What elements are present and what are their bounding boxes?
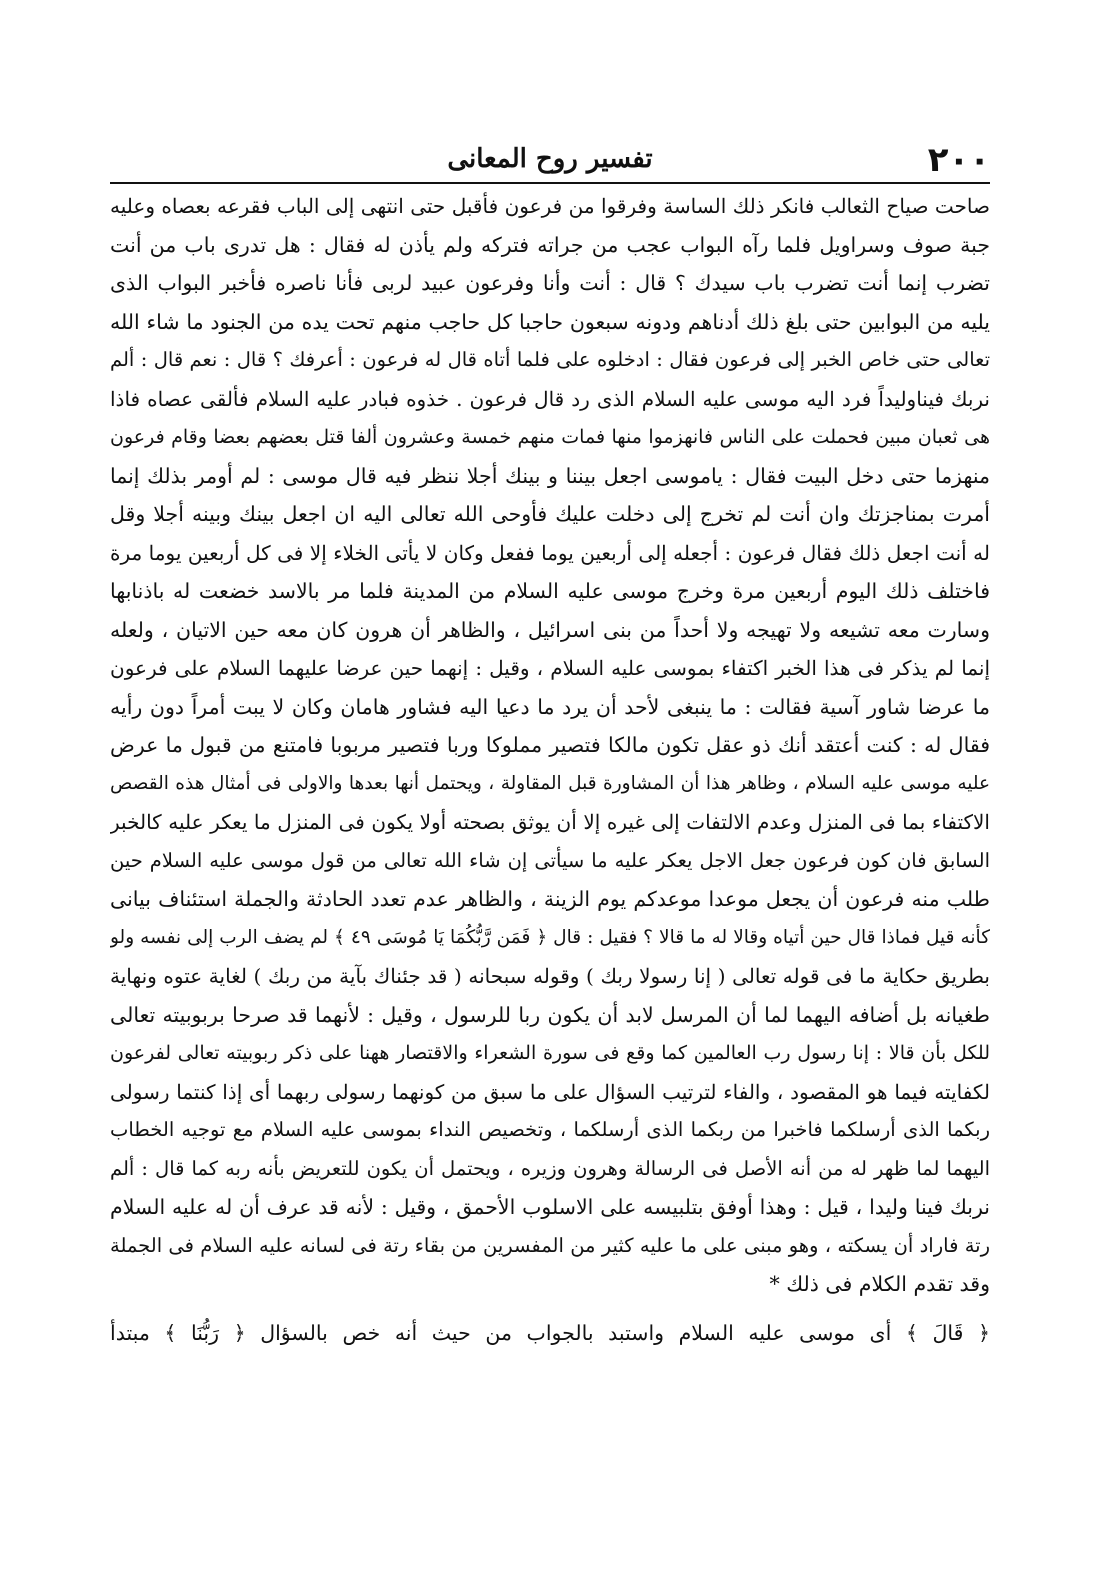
text-line: لكفايته فيما هو المقصود ، والفاء لترتيب السؤال على ما سبق من كونهما رسولى ربهما أى إذا كنتما رسولى xyxy=(110,1079,990,1104)
running-title: تفسير روح المعانى xyxy=(447,144,653,174)
text-line: السابق فان كون فرعون جعل الاجل يعكر عليه ما سيأتى إن شاء الله تعالى من قول موسى عليه السلام حين xyxy=(110,848,990,872)
text-line: جبة صوف وسراويل فلما رآه البواب عجب من جراته فتركه ولم يأذن له فقال : هل تدرى باب من أنت xyxy=(110,232,990,257)
text-line: كأنه قيل فماذا قال حين أتياه وقالا له ما قالا ؟ فقيل : قال ﴿ فَمَن رَّبُّكُمَا يَا مُوسَى ٤٩ ﴾ لم يضف الرب إلى نفسه ولو xyxy=(110,926,990,948)
text-line: فقال له : كنت أعتقد أنك ذو عقل تكون مالكا فتصير مملوكا وربا فتصير مربوبا فامتنع من قبول ما عرض xyxy=(110,733,990,757)
text-line: وسارت معه تشيعه ولا تهيجه ولا أحداً من بنى اسرائيل ، والظاهر أن هرون كان معه حين الاتيان ، ولعله xyxy=(110,617,990,642)
text-line: ربكما الذى أرسلكما فاخبرا من ربكما الذى أرسلكما ، وتخصيص النداء بموسى عليه السلام مع توجيه الخطاب xyxy=(110,1118,990,1141)
header-rule xyxy=(110,182,990,184)
text-line: أمرت بمناجزتك وان أنت لم تخرج إلى دخلت عليك فأوحى الله تعالى اليه ان اجعل بينك وبينه أجلا وقل xyxy=(110,502,990,526)
text-line: طلب منه فرعون أن يجعل موعدا موعدكم يوم الزينة ، والظاهر عدم تعدد الحادثة والجملة استئناف بيانى xyxy=(110,887,990,911)
text-line: تضرب إنما أنت تضرب باب سيدك ؟ قال : أنت وأنا وفرعون عبيد لربى فأنا ناصره فأخبر البواب الذى xyxy=(110,271,990,295)
text-line: وقد تقدم الكلام فى ذلك * xyxy=(769,1272,990,1296)
text-line: طغيانه بل أضافه اليهما لما أن المرسل لابد أن يكون ربا للرسول ، وقيل : لأنهما قد صرحا بربوبيته تعالى xyxy=(110,1002,990,1027)
text-line: إنما لم يذكر فى هذا الخبر اكتفاء بموسى عليه السلام ، وقيل : إنهما حين عرضا عليهما السلام على فرعون xyxy=(110,656,990,680)
text-line: نربك فينا وليدا ، قيل : وهذا أوفق بتلبيسه على الاسلوب الأحمق ، وقيل : لأنه قد عرف أن له عليه السلام xyxy=(110,1195,990,1219)
text-line: يليه من البوابين حتى بلغ ذلك أدناهم ودونه سبعون حاجبا كل حاجب منهم تحت يده من الجنود ما شاء الله xyxy=(110,309,990,334)
text-line: نربك فيناوليداً فرد اليه موسى عليه السلام الذى رد قال فرعون . خذوه فبادر عليه السلام فألقى عصاه فاذا xyxy=(110,386,990,411)
paragraph-gap xyxy=(110,1304,990,1314)
text-line: ﴿ قَالَ ﴾ أى موسى عليه السلام واستبد بالجواب من حيث أنه خص بالسؤال ﴿ رَبُّنَا ﴾ مبتدأ xyxy=(110,1320,990,1345)
text-line: له أنت اجعل ذلك فقال فرعون : أجعله إلى أربعين يوما ففعل وكان لا يأتى الخلاء إلا فى كل أربعين يوما مرة xyxy=(110,540,990,565)
page-number: ٢٠٠ xyxy=(927,140,990,180)
page-header xyxy=(110,138,990,182)
paragraph-verse-commentary xyxy=(110,1314,990,1353)
text-line: ما عرضا شاور آسية فقالت : ما ينبغى لأحد أن يرد ما دعيا اليه فشاور هامان وكان لا يبت أمراً دون رأيه xyxy=(110,694,990,719)
text-line: تعالى حتى خاص الخبر إلى فرعون فقال : ادخلوه على فلما أتاه قال له فرعون : أعرفك ؟ قال : نعم قال : ألم xyxy=(110,348,990,371)
text-line: فاختلف ذلك اليوم أربعين مرة وخرج موسى عليه السلام من المدينة فلما مر بالاسد خضعت له باذنابها xyxy=(110,579,990,603)
text-line: للكل بأن قالا : إنا رسول رب العالمين كما وقع فى سورة الشعراء والاقتصار ههنا على ذكر ربوبيته تعالى لفرعون xyxy=(110,1042,990,1064)
text-line: عليه موسى عليه السلام ، وظاهر هذا أن المشاورة قبل المقاولة ، ويحتمل أنها بعدها والاولى فى أمثال هذه القصص xyxy=(110,772,990,794)
text-line: بطريق حكاية ما فى قوله تعالى ( إنا رسولا ربك ) وقوله سبحانه ( قد جئناك بآية من ربك ) لغاية عتوه ونهاية xyxy=(110,964,990,988)
text-line: رتة فاراد أن يسكته ، وهو مبنى على ما عليه كثير من المفسرين من بقاء رتة فى لسانه عليه السلام فى الجملة xyxy=(110,1233,990,1257)
text-line: منهزما حتى دخل البيت فقال : ياموسى اجعل بيننا و بينك أجلا ننظر فيه قال موسى : لم أومر بذلك إنما xyxy=(110,463,990,488)
text-line: هى ثعبان مبين فحملت على الناس فانهزموا منها فمات منهم خمسة وعشرون ألفا قتل بعضهم بعضا وقام فرعون xyxy=(110,426,990,448)
body-text xyxy=(110,187,990,1352)
text-line: الاكتفاء بما فى المنزل وعدم الالتفات إلى غيره إلا أن يوثق بصحته أولا يكون فى المنزل ما يعكر عليه كالخبر xyxy=(110,810,990,834)
text-line: اليهما لما ظهر له من أنه الأصل فى الرسالة وهرون وزيره ، ويحتمل أن يكون للتعريض بأنه ربه كما قال : ألم xyxy=(110,1156,990,1180)
text-line: صاحت صياح الثعالب فانكر ذلك الساسة وفرقوا من فرعون فأقبل حتى انتهى إلى الباب فقرعه بعصاه وعليه xyxy=(110,194,990,218)
paragraph-commentary xyxy=(110,187,990,1304)
